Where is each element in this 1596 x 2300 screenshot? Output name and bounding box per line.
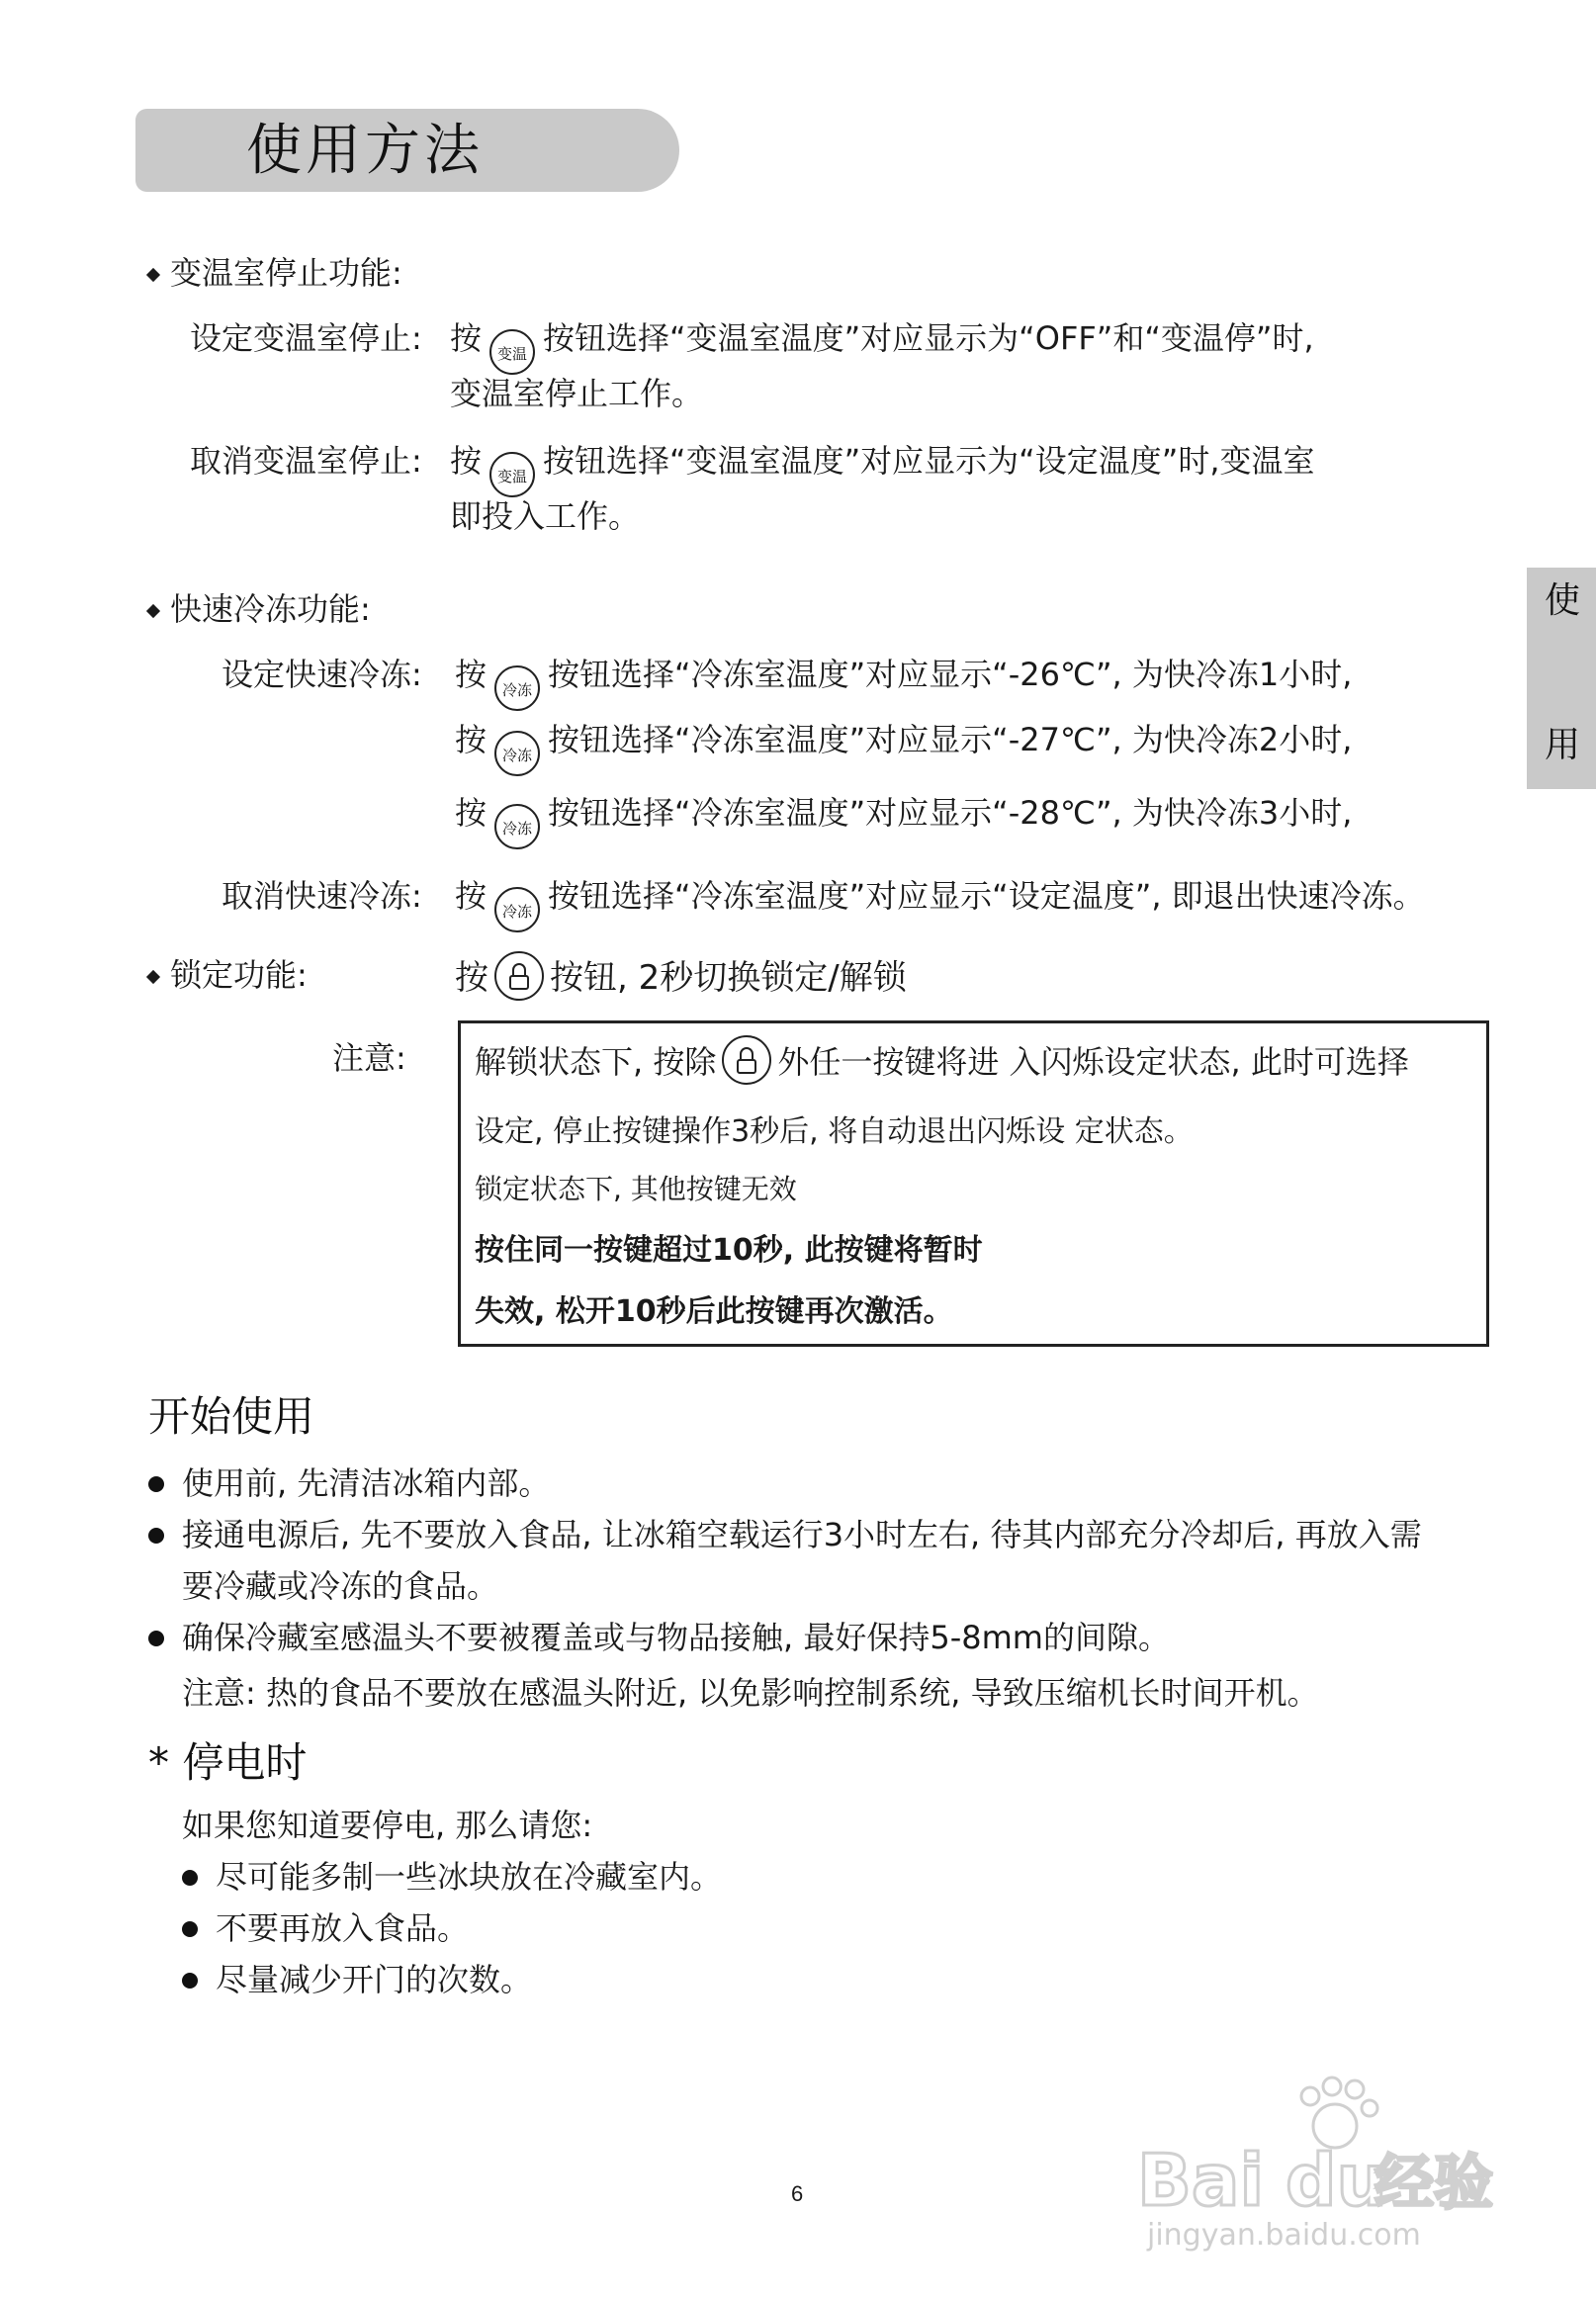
sec1-set-line2: 变温室停止工作。	[450, 375, 704, 412]
sec1-cancel-line2: 即投入工作。	[450, 497, 641, 535]
sec3-heading: 锁定功能:	[148, 955, 308, 995]
sec3-line: 按 按钮, 2秒切换锁定/解锁	[455, 951, 907, 1001]
bullet-dot-icon	[148, 1528, 164, 1544]
section-banner	[135, 109, 679, 192]
bullet-dot-icon	[148, 1476, 164, 1492]
start-bullet-2-cont: 要冷藏或冷冻的食品。	[182, 1567, 499, 1605]
outage-bullet-1: 尽可能多制一些冰块放在冷藏室内。	[182, 1857, 722, 1897]
variable-temp-button-icon: 变温	[489, 329, 535, 375]
lock-button-icon	[494, 951, 544, 1001]
note-line-5: 失效, 松开10秒后此按键再次激活。	[475, 1294, 953, 1329]
sec2-line3: 按 冷冻 按钮选择“冷冻室温度”对应显示“-28℃”, 为快冷冻3小时,	[455, 793, 1352, 849]
start-bullet-2: 接通电源后, 先不要放入食品, 让冰箱空载运行3小时左右, 待其内部充分冷却后, 再放入需	[148, 1515, 1422, 1554]
freeze-button-icon: 冷冻	[494, 887, 540, 932]
note-line-4: 按住同一按键超过10秒, 此按键将暂时	[475, 1233, 983, 1268]
freeze-button-icon: 冷冻	[494, 665, 540, 711]
sec2-cancel-line: 按 冷冻 按钮选择“冷冻室温度”对应显示“设定温度”, 即退出快速冷冻。	[455, 876, 1425, 932]
page-number: 6	[791, 2181, 804, 2206]
side-tab	[1527, 568, 1596, 789]
note-line-1: 解锁状态下, 按除 外任一按键将进 入闪烁设定状态, 此时可选择	[475, 1035, 1409, 1085]
start-heading: 开始使用	[148, 1392, 315, 1441]
side-tab-char-1: 使	[1545, 580, 1581, 621]
variable-temp-button-icon: 变温	[489, 452, 535, 497]
start-note: 注意: 热的食品不要放在感温头附近, 以免影响控制系统, 导致压缩机长时间开机。	[182, 1674, 1319, 1712]
lock-button-icon	[722, 1035, 771, 1085]
baidu-jingyan-watermark-icon	[1137, 2057, 1513, 2255]
side-tab-char-2: 用	[1545, 725, 1581, 765]
sec2-heading: 快速冷冻功能:	[148, 589, 371, 629]
diamond-bullet-icon	[146, 268, 160, 282]
sec2-line2: 按 冷冻 按钮选择“冷冻室温度”对应显示“-27℃”, 为快冷冻2小时,	[455, 720, 1352, 776]
page-title: 使用方法	[246, 119, 484, 183]
start-bullet-3: 确保冷藏室感温头不要被覆盖或与物品接触, 最好保持5-8mm的间隙。	[148, 1618, 1170, 1657]
outage-heading: * 停电时	[148, 1738, 308, 1787]
sec1-set-line1: 按 变温 按钮选择“变温室温度”对应显示为“OFF”和“变温停”时,	[450, 318, 1314, 375]
note-line-2: 设定, 停止按键操作3秒后, 将自动退出闪烁设 定状态。	[475, 1114, 1194, 1149]
sec1-set-label: 设定变温室停止:	[190, 319, 422, 357]
sec1-heading: 变温室停止功能:	[148, 253, 402, 293]
freeze-button-icon: 冷冻	[494, 731, 540, 776]
outage-bullet-2: 不要再放入食品。	[182, 1908, 469, 1948]
sec1-cancel-line1: 按 变温 按钮选择“变温室温度”对应显示为“设定温度”时,变温室	[450, 441, 1315, 497]
note-box	[458, 1020, 1489, 1347]
bullet-dot-icon	[182, 1973, 198, 1989]
freeze-button-icon: 冷冻	[494, 804, 540, 849]
sec1-cancel-label: 取消变温室停止:	[190, 442, 422, 480]
outage-intro: 如果您知道要停电, 那么请您:	[182, 1807, 593, 1844]
diamond-bullet-icon	[146, 604, 160, 618]
watermark-brand-2: du	[1286, 2139, 1387, 2222]
watermark-url: jingyan.baidu.com	[1147, 2218, 1421, 2253]
bullet-dot-icon	[182, 1921, 198, 1937]
bullet-dot-icon	[182, 1870, 198, 1886]
note-label: 注意:	[332, 1039, 406, 1077]
watermark-brand: Bai	[1137, 2139, 1265, 2222]
watermark-cn: 经验	[1374, 2149, 1493, 2218]
diamond-bullet-icon	[146, 970, 160, 984]
note-line-3: 锁定状态下, 其他按键无效	[475, 1173, 797, 1205]
bullet-dot-icon	[148, 1631, 164, 1646]
sec2-line1: 按 冷冻 按钮选择“冷冻室温度”对应显示“-26℃”, 为快冷冻1小时,	[455, 655, 1352, 711]
start-bullet-1: 使用前, 先清洁冰箱内部。	[148, 1463, 550, 1503]
outage-bullet-3: 尽量减少开门的次数。	[182, 1960, 532, 1999]
sec2-cancel-label: 取消快速冷冻:	[222, 877, 422, 915]
sec2-set-label: 设定快速冷冻:	[222, 656, 422, 693]
